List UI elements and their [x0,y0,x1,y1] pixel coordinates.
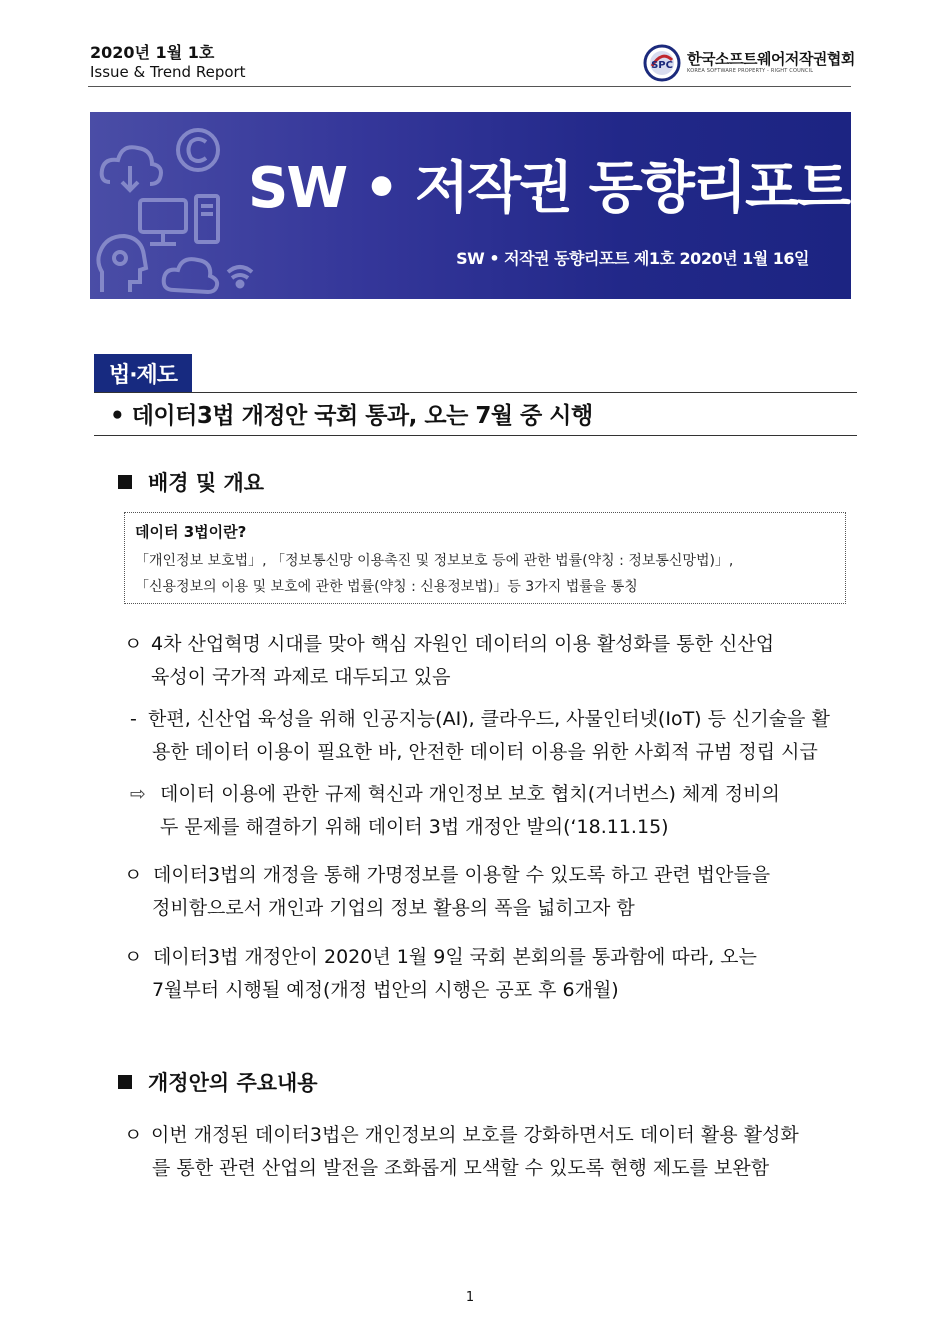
circle-bullet-marker: ㅇ [124,1124,143,1146]
cloud-sync-icon [164,259,217,292]
bullet-text: 육성이 국가적 과제로 대두되고 있음 [151,666,451,688]
computer-tower-icon [196,196,218,242]
report-date: 2020년 1월 1호 [90,43,215,62]
bullet-text: 이번 개정된 데이터3법은 개인정보의 보호를 강화하면서도 데이터 활용 활성화 [151,1124,799,1146]
definition-box [124,512,846,604]
section-tag: 법·제도 [94,354,192,392]
banner-subtitle: SW • 저작권 동향리포트 제1호 2020년 1월 16일 [456,249,809,268]
article-headline: • 데이터3법 개정안 국회 통과, 오는 7월 중 시행 [110,403,593,429]
bullet-text: 데이터3법 개정안이 2020년 1월 9일 국회 본회의를 통과함에 따라, 오는 [153,946,757,968]
square-bullet-icon [118,1075,132,1089]
logo-mark: SPC [651,60,673,71]
main-content-heading [118,1067,318,1097]
monitor-icon [140,200,186,232]
bullet-text: 정비함으로서 개인과 기업의 정보 활용의 폭을 넓히고자 함 [152,897,635,919]
bullet-text: 를 통한 관련 산업의 발전을 조화롭게 모색할 수 있도록 현행 제도를 보완함 [152,1157,770,1179]
circle-bullet-marker: ㅇ [124,633,143,655]
logo-name-ko: 한국소프트웨어저작권협회 [687,50,855,68]
copyright-icon [178,130,218,170]
arrow-bullet-marker: ⇨ [130,783,146,805]
definition-title: 데이터 3법이란? [135,523,247,541]
bullet-text: 용한 데이터 이용이 필요한 바, 안전한 데이터 이용을 위한 사회적 규범 정립 시급 [152,741,818,763]
logo-name-en: KOREA SOFTWARE PROPERTY - RIGHT COUNCIL [687,68,814,74]
report-banner [90,112,851,299]
header-divider [88,86,851,87]
square-bullet-icon [118,475,132,489]
bullet-text: 두 문제를 해결하기 위해 데이터 3법 개정안 발의(‘18.11.15) [160,816,669,838]
background-heading-text: 배경 및 개요 [148,471,265,495]
page-number: 1 [465,1290,475,1305]
banner-title: SW • 저작권 동향리포트 [248,156,850,221]
bullet-text: 데이터3법의 개정을 통해 가명정보를 이용할 수 있도록 하고 관련 법안들을 [153,864,771,886]
dash-bullet-marker: - [130,708,137,730]
bullet-text: 데이터 이용에 관한 규제 혁신과 개인정보 보호 협치(거너번스) 체계 정비의 [160,783,780,805]
main-content-heading-text: 개정안의 주요내용 [148,1071,318,1095]
definition-line: 「신용정보의 이용 및 보호에 관한 법률(약칭 : 신용정보법)」등 3가지 법률을 통칭 [135,579,638,595]
headline-top-rule [94,392,857,393]
bullet-text: 4차 산업혁명 시대를 맞아 핵심 자원인 데이터의 이용 활성화를 통한 신산업 [151,633,775,655]
report-subtitle: Issue & Trend Report [90,63,246,81]
headline-bottom-rule [94,435,857,436]
bullet-text: 7월부터 시행될 예정(개정 법안의 시행은 공포 후 6개월) [152,979,619,1001]
background-heading [118,467,264,497]
wifi-icon [228,267,252,278]
organization-logo [643,44,855,82]
bullet-text: 한편, 신산업 육성을 위해 인공지능(AI), 클라우드, 사물인터넷(IoT) 등 신기술을 활 [148,708,830,730]
definition-line: 「개인정보 보호법」, 「정보통신망 이용촉진 및 정보보호 등에 관한 법률(약칭 : 정보통신망법)」, [135,553,734,569]
spc-logo-icon [643,44,681,82]
circle-bullet-marker: ㅇ [124,864,143,886]
circle-bullet-marker: ㅇ [124,946,143,968]
